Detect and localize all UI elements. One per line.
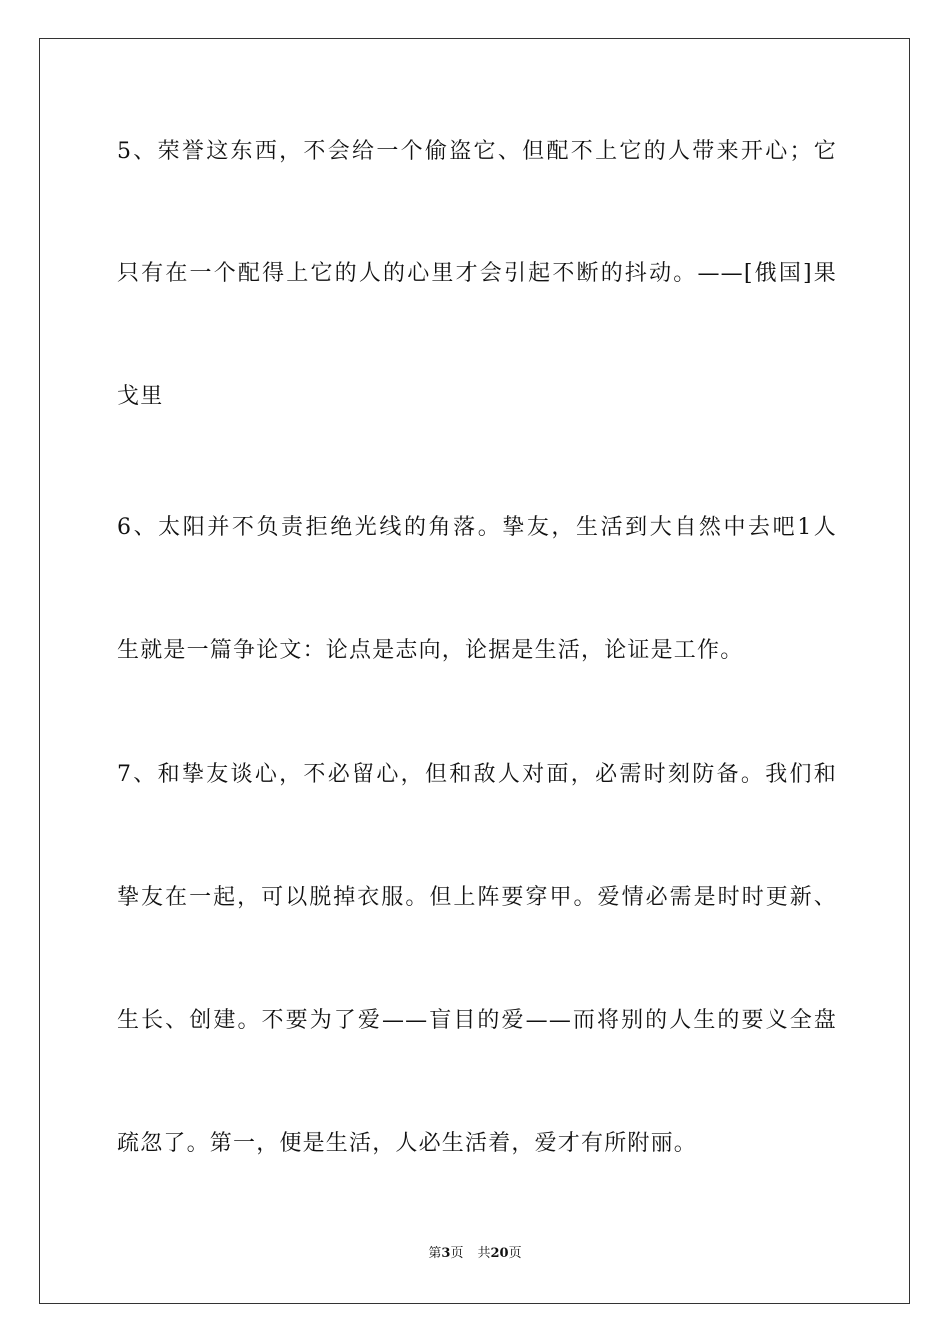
page-prefix: 第 — [428, 1246, 442, 1261]
text-line-8: 生长、创建。不要为了爱——盲目的爱——而将别的人生的要义全盘 — [117, 1008, 837, 1033]
text-line-3: 戈里 — [117, 384, 164, 409]
text-line-2: 只有在一个配得上它的人的心里才会引起不断的抖动。——[俄国]果 — [117, 261, 837, 286]
page-border — [39, 38, 910, 1304]
total-pages: 20 — [490, 1246, 509, 1261]
page-number: 3 — [441, 1246, 451, 1261]
page-footer — [0, 1245, 950, 1263]
text-line-4: 6、太阳并不负责拒绝光线的角落。挚友，生活到大自然中去吧1人 — [117, 515, 837, 540]
page-suffix: 页 — [450, 1246, 464, 1261]
text-line-6: 7、和挚友谈心，不必留心，但和敌人对面，必需时刻防备。我们和 — [117, 762, 837, 787]
total-prefix: 共 — [477, 1246, 491, 1261]
text-line-1: 5、荣誉这东西，不会给一个偷盗它、但配不上它的人带来开心；它 — [117, 139, 837, 164]
total-suffix: 页 — [508, 1246, 522, 1261]
text-line-5: 生就是一篇争论文：论点是志向，论据是生活，论证是工作。 — [117, 638, 744, 663]
text-line-9: 疏忽了。第一，便是生活，人必生活着，爱才有所附丽。 — [117, 1131, 698, 1156]
text-line-7: 挚友在一起，可以脱掉衣服。但上阵要穿甲。爱情必需是时时更新、 — [117, 885, 837, 910]
